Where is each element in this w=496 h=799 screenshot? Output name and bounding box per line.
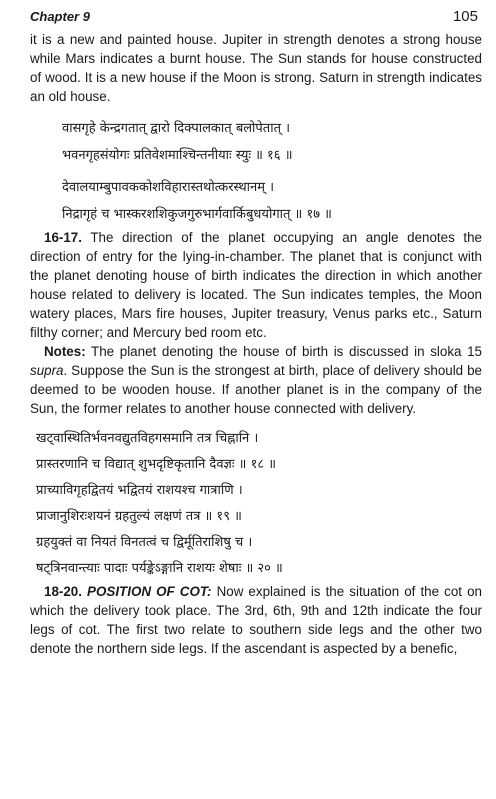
verse-line: प्राच्याविगृहद्वितयं भद्वितयं राशयश्च गात्राणि । (36, 483, 243, 498)
intro-paragraph: it is a new and painted house. Jupiter in strength denotes a strong house while Mars indicates a burnt house. The Sun stands for house constructed of wood. It is a new house if the Moon is strong. Saturn in strength indicates an old house. (30, 32, 482, 104)
verse-16 (30, 115, 482, 169)
verse-line: निद्रागृहं च भास्करशशिकुजगुरुभार्गवार्किबुधयोगात् ॥ १७ ॥ (62, 207, 332, 222)
paragraph-text: Now explained is the situation of the cot on which the delivery took place. The 3rd, 6th, 9th and 12th indicate the four legs of cot. The first two relate to southern side legs and the other two denote the northern side legs. If the ascendant is aspected by a benefic, (30, 584, 482, 656)
verse-line: प्रास्तरणानि च विद्यात् शुभदृष्टिकृतानि दैवज्ञः ॥ १८ ॥ (36, 457, 277, 472)
verse-line: वासगृहे केन्द्रगतात् द्वारो दिक्पालकात् बलोपेतात् । (62, 121, 291, 136)
sloka-number: 16-17. (44, 230, 82, 245)
paragraph-text: The direction of the planet occupying an angle denotes the direction of entry for the lying-in-chamber. The planet that is conjunct with the planet denoting house of birth indicates the direction in which another house related to delivery is located. The Sun indicates temples, the Moon watery places, Mars fire houses, Jupiter treasury, Venus parks etc., Saturn filthy corner; and Mercury bed room etc. (30, 230, 482, 340)
verse-line: षट्त्रिनवान्त्याः पादाः पर्यङ्केऽङ्गानि राशयः शेषाः ॥ २० ॥ (36, 561, 283, 576)
verse-line: भवनगृहसंयोगः प्रतिवेशमाश्चिन्तनीयाः स्युः ॥ १६ ॥ (62, 148, 293, 163)
page-header (30, 0, 482, 30)
verse-line: ग्रहयुक्तं वा नियतं विनतत्वं च द्विर्मूतिराशिषु च । (36, 535, 253, 550)
paragraph-text: The planet denoting the house of birth is discussed in sloka 15 (85, 344, 482, 359)
notes-label: Notes: (44, 344, 86, 359)
verse-line: खट्वास्थितिर्भवनवद्युतविहगसमानि तत्र चिह्नानि । (36, 431, 259, 446)
section-heading: POSITION OF COT: (81, 584, 212, 599)
verse-18-20 (30, 426, 482, 582)
notes-paragraph (30, 342, 482, 418)
translation-16-17 (30, 228, 482, 342)
verse-line: प्राजानुशिरःशयनं ग्रहतुल्यं लक्षणं तत्र ॥ १९ ॥ (36, 509, 242, 524)
chapter-title: Chapter 9 (30, 9, 90, 24)
sloka-number: 18-20. (44, 584, 82, 599)
verse-17 (30, 174, 482, 228)
translation-18-20 (30, 582, 482, 658)
supra-word: supra (30, 363, 64, 378)
page-number: 105 (452, 8, 478, 25)
verse-line: देवालयाम्बुपावककोशविहारास्तथोत्करस्थानम् । (62, 180, 275, 195)
paragraph-text: . Suppose the Sun is the strongest at birth, place of delivery should be deemed to be wooden house. If another planet is in the company of the Sun, the former relates to another house connected with delivery. (30, 363, 482, 416)
